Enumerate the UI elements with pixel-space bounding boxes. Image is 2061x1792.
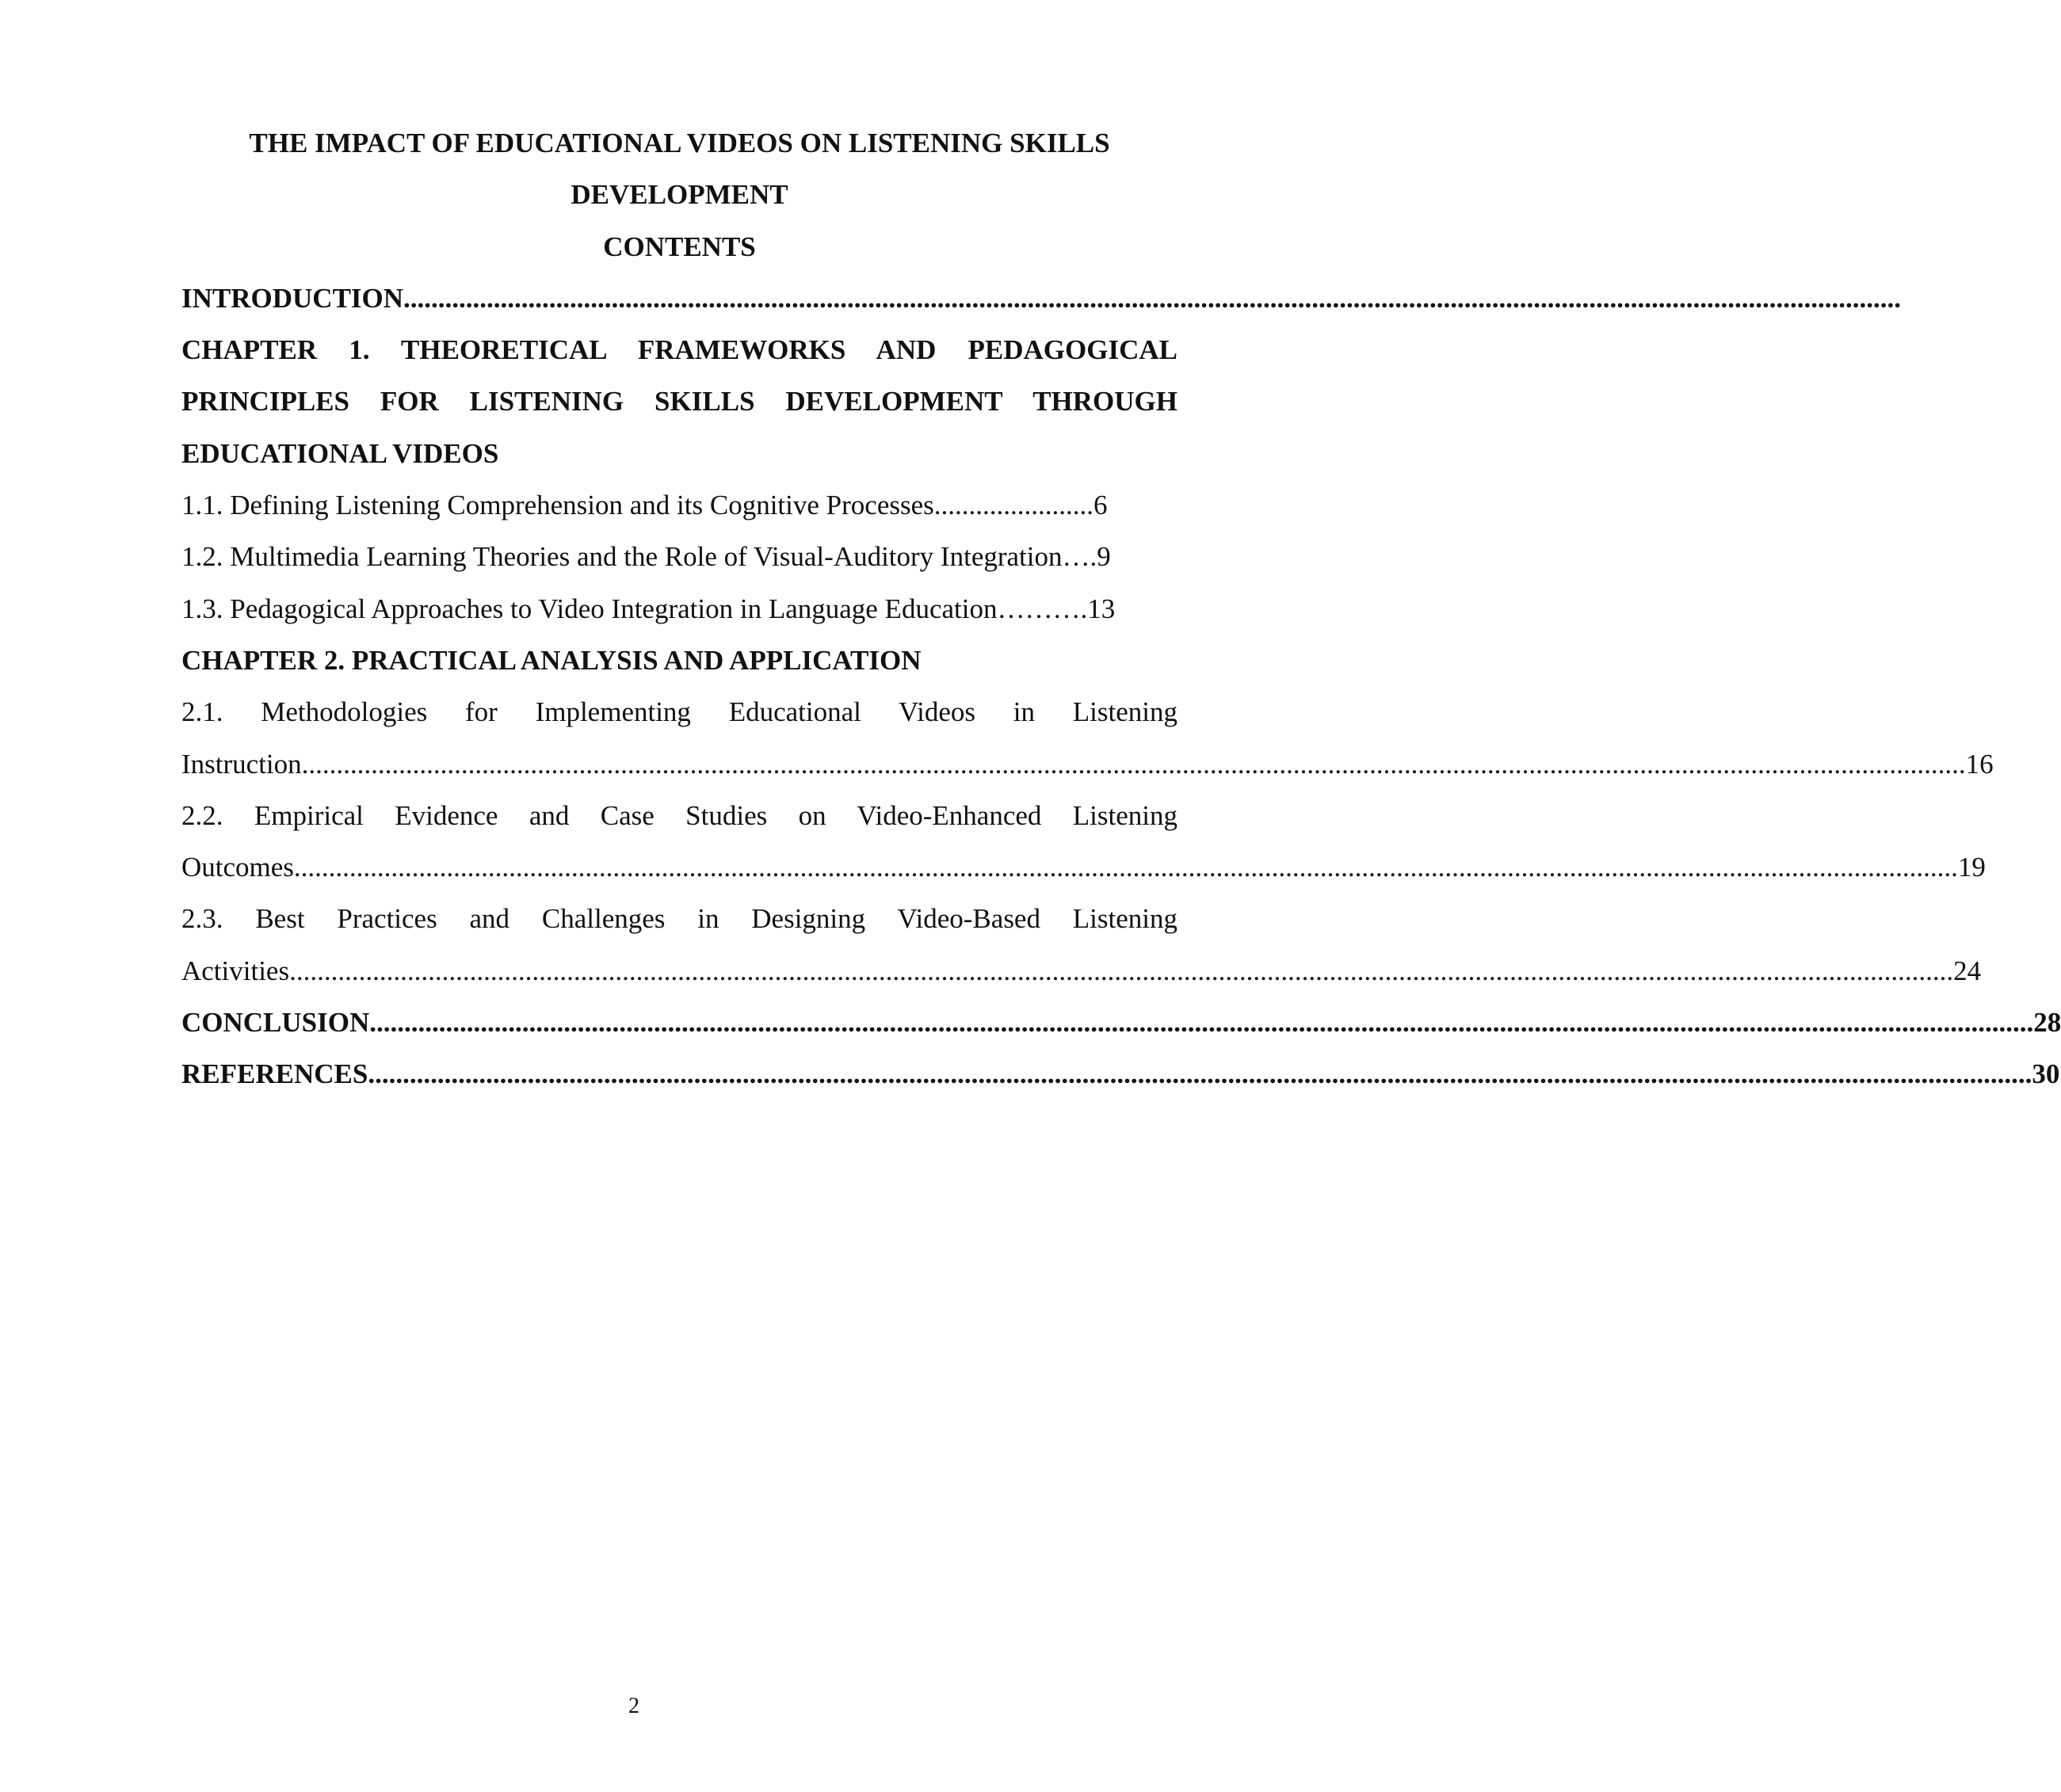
toc-leader-dots: ................................................................................................................................................................................................................................................ bbox=[293, 852, 1958, 883]
toc-entry-chapter-1 bbox=[181, 324, 1177, 479]
toc-label-line-2 bbox=[181, 841, 1986, 893]
toc-leader-dots: ………. bbox=[997, 593, 1088, 624]
toc-label: INTRODUCTION bbox=[181, 282, 404, 314]
toc-page: 28 bbox=[2033, 1007, 2061, 1039]
toc-entry-2-2 bbox=[181, 790, 1986, 894]
document-title-line-2: DEVELOPMENT bbox=[571, 179, 788, 211]
toc-label: Activities bbox=[181, 955, 290, 986]
toc-page: 9 bbox=[1097, 541, 1111, 573]
toc-entry-conclusion bbox=[181, 997, 2061, 1048]
toc-page: 24 bbox=[1953, 955, 1982, 986]
toc-leader-dots: ................................................................................................................................................................................................................................................ bbox=[301, 748, 1966, 780]
page-number: 2 bbox=[628, 1694, 639, 1718]
toc-label-line-2 bbox=[181, 945, 1982, 997]
contents-heading: CONTENTS bbox=[603, 231, 756, 262]
toc-leader-dots: ....................... bbox=[933, 490, 1094, 521]
toc-label-line-1: 2.3. Best Practices and Challenges in Designing Video-Based Listening bbox=[181, 903, 1177, 935]
toc-leader-dots: ................................................................................................................................................................................................................................................ bbox=[369, 1007, 2034, 1039]
toc-entry-2-1 bbox=[181, 686, 1994, 790]
toc-entry-chapter-2: CHAPTER 2. PRACTICAL ANALYSIS AND APPLICATION bbox=[181, 644, 922, 676]
toc-label-line-2 bbox=[181, 738, 1994, 790]
toc-page: 30 bbox=[2032, 1058, 2060, 1090]
toc-entry-2-3 bbox=[181, 893, 1982, 997]
chapter-1-line-3: EDUCATIONAL VIDEOS bbox=[181, 437, 499, 469]
toc-label: 1.2. Multimedia Learning Theories and the Role of Visual-Auditory Integration bbox=[181, 541, 1063, 573]
toc-label-line-1: 2.2. Empirical Evidence and Case Studies on Video-Enhanced Listening bbox=[181, 799, 1177, 831]
toc-page: 19 bbox=[1957, 852, 1986, 883]
document-title-line-1: THE IMPACT OF EDUCATIONAL VIDEOS ON LISTENING SKILLS bbox=[249, 128, 1110, 158]
toc-label: REFERENCES bbox=[181, 1058, 368, 1090]
toc-entry-1-1 bbox=[181, 479, 1177, 531]
toc-entry-1-3 bbox=[181, 583, 1177, 635]
toc-entry-1-2 bbox=[181, 531, 1177, 582]
toc-label: Outcomes bbox=[181, 852, 294, 883]
toc-leader-dots: ................................................................................................................................................................................................................................................ bbox=[289, 955, 1954, 986]
table-of-contents bbox=[181, 117, 2061, 1100]
toc-label: CONCLUSION bbox=[181, 1007, 370, 1039]
toc-page: 13 bbox=[1087, 593, 1116, 624]
toc-leader-dots: …. bbox=[1062, 541, 1097, 573]
toc-label: 1.3. Pedagogical Approaches to Video Integration in Language Education bbox=[181, 593, 998, 624]
chapter-1-line-1: CHAPTER 1. THEORETICAL FRAMEWORKS AND PEDAGOGICAL bbox=[181, 334, 1177, 366]
toc-page: 6 bbox=[1093, 490, 1108, 521]
toc-label-line-1: 2.1. Methodologies for Implementing Educational Videos in Listening bbox=[181, 696, 1177, 728]
toc-label: Instruction bbox=[181, 748, 302, 780]
toc-leader-dots: ................................................................................................................................................................................................................................................ bbox=[368, 1058, 2032, 1090]
toc-page: 16 bbox=[1965, 748, 1994, 780]
toc-label: 1.1. Defining Listening Comprehension and its Cognitive Processes bbox=[181, 490, 934, 521]
toc-entry-references bbox=[181, 1048, 2060, 1100]
chapter-1-line-2: PRINCIPLES FOR LISTENING SKILLS DEVELOPMENT THROUGH bbox=[181, 386, 1177, 417]
toc-entry-introduction bbox=[181, 273, 1902, 324]
toc-leader-dots: ........................................................................................................................................................................................................................ bbox=[403, 282, 1902, 314]
